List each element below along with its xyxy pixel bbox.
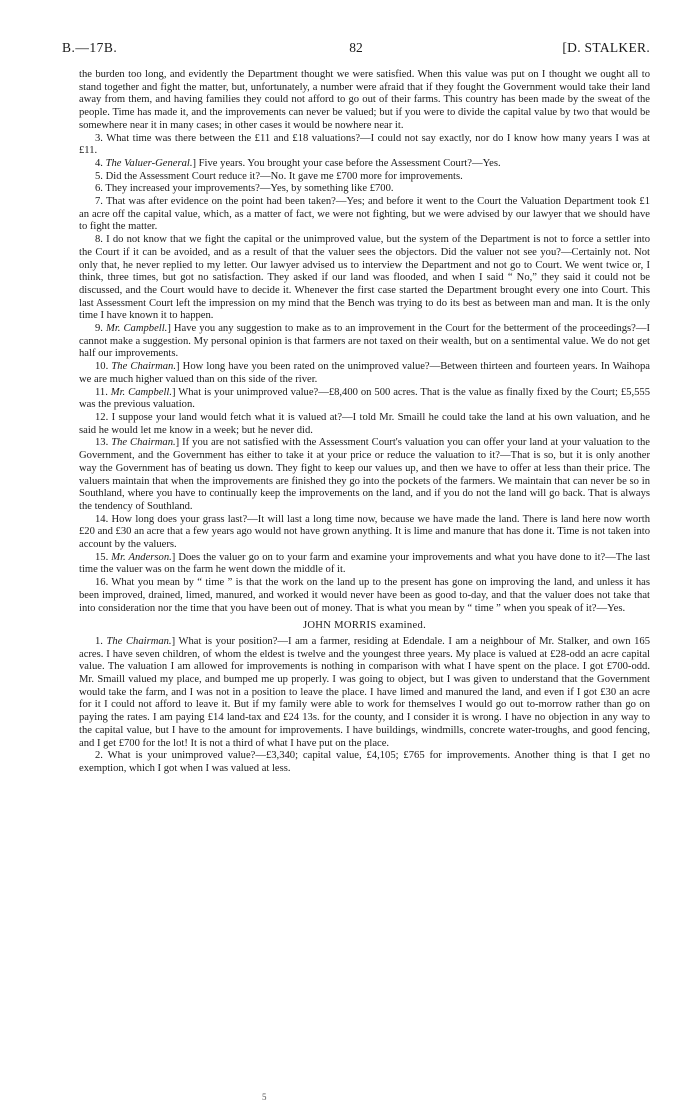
speaker-name: Mr. Anderson. [111, 551, 172, 563]
section-heading: JOHN MORRIS examined. [302, 620, 427, 632]
paragraph: 4. The Valuer-General.] Five years. You brought your case before the Assessment Court?—Yes. [95, 157, 501, 169]
paragraph: 14. How long does your grass last?—It will last a long time now, because we have made the land. There is land here now worth £20 and £30 an acre that a few years ago would not have grown anything. It is lime and manure that has done it. Time is not taken into account by the valuers. [79, 513, 650, 551]
paragraph: 3. What time was there between the £11 and £18 valuations?—I could not say exactly, nor do I know how many years I was at £11. [79, 132, 650, 157]
paragraph: 10. The Chairman.] How long have you been rated on the unimproved value?—Between thirteen and fourteen years. In Waihopa we are much higher valued than on this side of the river. [79, 361, 651, 385]
paragraph: 6. They increased your improvements?—Yes, by something like £700. [95, 183, 394, 195]
page-header [62, 40, 650, 60]
paragraph: 9. Mr. Campbell.] Have you any suggestion to make as to an improvement in the Court for the betterment of the proceedings?—I cannot make a suggestion. My personal opinion is that farmers are not taxed on their wealth, but on a sentimental value. We do not get half our improvements. [79, 323, 650, 360]
paragraph: 8. I do not know that we fight the capital or the unimproved value, but the system of the Department is not to force a settler into the Court if it can be avoided, and as a result of that the valuer sees the objectors. Did the valuer not see you?—Certainly not. Not only that, he never replied to my letter. Our lawyer advised us to interview the Department and not go to Court. We went twice or, I think, three times, but got no satisfaction. They asked if our land was flooded, and when I said “ No,” they said it could not be discussed, and the Court would have to decide it. Whenever the first case started the Department brought every one into Court. This last Assessment Court left the impression on my mind that the Bench was trying to do its best as between man and man. It is the only time I have known it to happen. [79, 234, 650, 322]
witness-name: [D. STALKER. [562, 40, 650, 55]
paragraph: 7. That was after evidence on the point had been taken?—Yes; and before it went to the Court the Valuation Department took £1 an acre off the capital value, which, as a matter of fact, we were not fighting, but we were advised by our lawyer that we should have to fight the matter. [79, 196, 650, 233]
paragraph: 16. What you mean by “ time ” is that the work on the land up to the present has gone on improving the land, and unless it has been improved, drained, limed, manured, and worked it would never have been as good to-day, and that the valuer does not take that into consideration nor the time that you have been out of money. That is what you mean by “ time ” when you speak of it?—Yes. [79, 577, 650, 614]
evidence-stalker [79, 69, 650, 615]
paragraph: 2. What is your unimproved value?—£3,340; capital value, £4,105; £765 for improvements. Another thing is that I get no exemption, which I got when I was valued at less. [79, 750, 650, 774]
speaker-name: The Chairman. [111, 437, 176, 449]
paragraph: the burden too long, and evidently the Department thought we were satisfied. When this value was put on I thought we ought all to stand together and fight the matter, but, unfortunately, a number were afraid that if they fought the Government would take their land away from them, and having families they could not afford to go out of their farms. This country has been made by the sweat of the people. Time has made it, and the improvements can never be valued; but if you were to divide the capital value by two that would be somewhere near it in many cases; in other cases it would be nowhere near it. [79, 69, 650, 131]
document-body [79, 69, 650, 776]
evidence-morris [79, 636, 650, 776]
paragraph: 15. Mr. Anderson.] Does the valuer go on to your farm and examine your improvements and what you have done to it?—The last time the valuer was on the farm he went down the middle of it. [79, 551, 651, 576]
paragraph: 13. The Chairman.] If you are not satisfied with the Assessment Court's valuation you can offer your land at your valuation to the Government, and the Government has either to take it at your price or reduce the valuation to it?—That is so, but it is only another way the Government has of beating us down. They fight to keep our values up, and then we have to offer at less than their price. The valuers maintain that when the improvements are finished they go into the pockets of the farmers. We maintain that can never be so in Southland, where you have to continually keep the improvements on the land, and if you do not the land will go back. That is always the tendency of Southland. [79, 437, 651, 512]
footer-mark: 5 [262, 1092, 267, 1102]
speaker-name: The Valuer-General. [105, 157, 193, 169]
speaker-name: The Chairman. [111, 361, 177, 373]
speaker-name: Mr. Campbell. [106, 323, 168, 335]
paragraph: 12. I suppose your land would fetch what it is valued at?—I told Mr. Smaill he could take the land at his own valuation, and he said he would let me know in a week; but he never did. [79, 411, 650, 436]
speaker-name: Mr. Campbell. [110, 386, 172, 398]
paragraph: 5. Did the Assessment Court reduce it?—No. It gave me £700 more for improvements. [95, 170, 463, 182]
document-reference: B.—17B. [62, 40, 118, 55]
page-number: 82 [349, 40, 363, 55]
speaker-name: The Chairman. [106, 635, 172, 647]
paragraph: 1. The Chairman.] What is your position?—I am a farmer, residing at Edendale. I am a neighbour of Mr. Stalker, and own 165 acres. I have seven children, of whom the eldest is twelve and the youngest three years. My place is valued at £28-odd an acre capital value. The valuation I am allowed for improvements is nothing in comparison with what I have spent on the place. I got £700-odd. Mr. Smaill valued my place, and bumped me up properly. I was going to object, but I was given to understand that the Government would take the farm, and I was not in a position to leave the place. I have limed and manured the land, and even if I got £30 an acre for it I could not afford to leave it. But if my family were able to work for themselves I would go out to-morrow rather than go on paying the rates. I am paying £14 land-tax and £24 13s. for the county, and I consider it is wrong. I have no objection in any way to the capital value, but I have to the amount for improvements. I have buildings, windmills, concrete water-troughs, and good fencing, and I get £700 for the lot! It is not a third of what I have put on the place. [79, 635, 651, 749]
paragraph: 11. Mr. Campbell.] What is your unimproved value?—£8,400 on 500 acres. That is the value as finally fixed by the Court; £5,555 was the previous valuation. [79, 386, 650, 411]
